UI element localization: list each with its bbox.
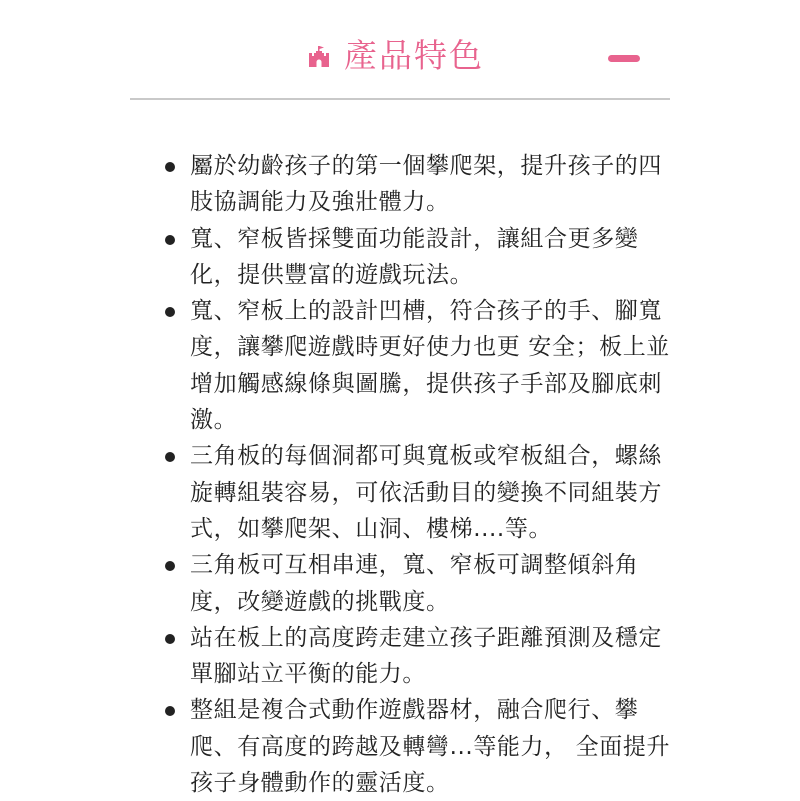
list-item-text: 三角板可互相串連，寬、窄板可調整傾斜角度，改變遊戲的挑戰度。 bbox=[190, 552, 639, 615]
bullet-icon bbox=[165, 561, 175, 571]
list-item-text: 寬、窄板上的設計凹槽，符合孩子的手、腳寬度，讓攀爬遊戲時更好使力也更 安全；板上並增加觸感線條與圖騰，提供孩子手部及腳底刺激。 bbox=[190, 298, 670, 434]
list-item bbox=[160, 293, 680, 438]
bullet-icon bbox=[165, 235, 175, 245]
list-item-text: 站在板上的高度跨走建立孩子距離預測及穩定單腳站立平衡的能力。 bbox=[190, 624, 662, 688]
bullet-icon bbox=[165, 307, 175, 317]
castle-icon bbox=[308, 46, 330, 68]
bullet-icon bbox=[165, 706, 175, 716]
list-item bbox=[160, 148, 680, 221]
divider bbox=[130, 98, 670, 100]
list-item bbox=[160, 438, 680, 547]
bullet-icon bbox=[165, 162, 175, 172]
list-item bbox=[160, 547, 680, 620]
list-item-text: 寬、窄板皆採雙面功能設計，讓組合更多變化，提供豐富的遊戲玩法。 bbox=[190, 225, 639, 288]
list-item bbox=[160, 221, 680, 294]
list-item-text: 屬於幼齡孩子的第一個攀爬架，提升孩子的四肢協調能力及強壯體力。 bbox=[190, 153, 662, 216]
collapse-button[interactable] bbox=[608, 55, 640, 62]
bullet-icon bbox=[165, 634, 175, 644]
title-wrap bbox=[308, 34, 484, 78]
bullet-icon bbox=[165, 452, 175, 462]
list-item bbox=[160, 692, 680, 801]
feature-list bbox=[160, 148, 680, 801]
list-item-text: 三角板的每個洞都可與寬板或窄板組合，螺絲旋轉組裝容易，可依活動目的變換不同組裝方式，如攀爬架、山洞、樓梯....等。 bbox=[190, 443, 662, 542]
list-item bbox=[160, 620, 680, 693]
section-header bbox=[130, 28, 670, 88]
section-title: 產品特色 bbox=[344, 36, 484, 75]
list-item-text: 整組是複合式動作遊戲器材，融合爬行、攀爬、有高度的跨越及轉彎...等能力， 全面提升孩子身體動作的靈活度。 bbox=[190, 697, 671, 797]
